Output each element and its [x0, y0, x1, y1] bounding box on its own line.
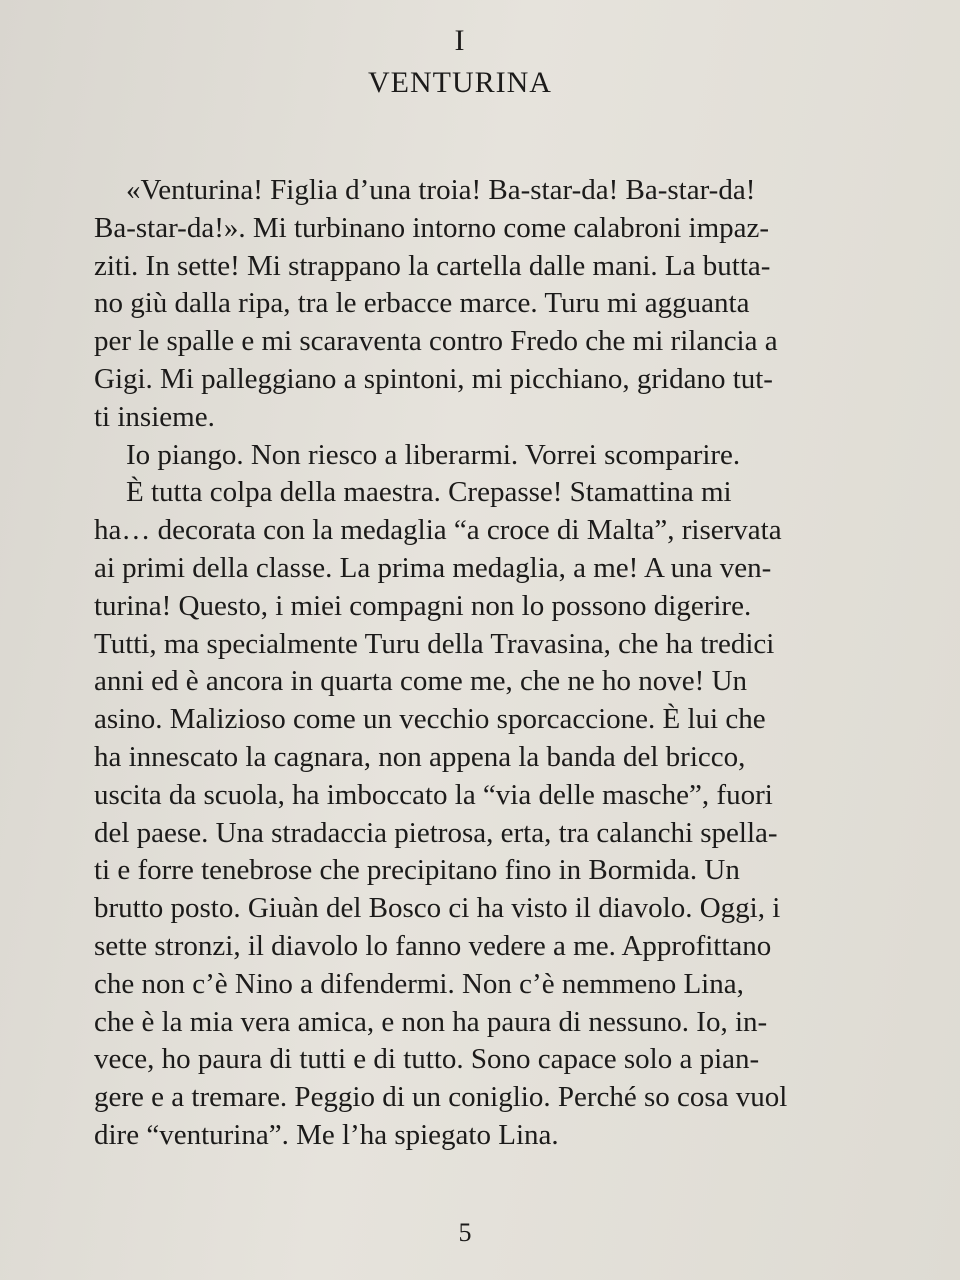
- text-line: Gigi. Mi palleggiano a spintoni, mi picchiano, gridano tut-: [94, 362, 773, 395]
- text-line: ai primi della classe. La prima medaglia, a me! A una ven-: [94, 551, 772, 584]
- chapter-title: VENTURINA: [368, 66, 552, 99]
- text-line: ziti. In sette! Mi strappano la cartella dalle mani. La butta-: [94, 249, 771, 282]
- text-line: È tutta colpa della maestra. Crepasse! Stamattina mi: [126, 476, 732, 509]
- text-line: Io piango. Non riesco a liberarmi. Vorrei scomparire.: [126, 438, 741, 471]
- text-line: che non c’è Nino a difendermi. Non c’è nemmeno Lina,: [94, 967, 744, 1000]
- text-line: brutto posto. Giuàn del Bosco ci ha visto il diavolo. Oggi, i: [94, 892, 781, 925]
- text-line: uscita da scuola, ha imboccato la “via delle masche”, fuori: [94, 778, 773, 811]
- text-line: Ba-star-da!». Mi turbinano intorno come calabroni impaz-: [94, 211, 770, 244]
- text-line: ha innescato la cagnara, non appena la banda del bricco,: [94, 740, 746, 773]
- text-line: sette stronzi, il diavolo lo fanno vedere a me. Approfittano: [94, 929, 772, 962]
- page-number: 5: [458, 1218, 472, 1247]
- text-line: ti insieme.: [94, 400, 215, 433]
- text-line: no giù dalla ripa, tra le erbacce marce. Turu mi agguanta: [94, 287, 750, 320]
- chapter-number: I: [454, 24, 466, 57]
- text-line: «Venturina! Figlia d’una troia! Ba-star-da! Ba-star-da!: [126, 174, 756, 206]
- text-line: asino. Malizioso come un vecchio sporcaccione. È lui che: [94, 703, 766, 736]
- text-line: turina! Questo, i miei compagni non lo possono digerire.: [94, 589, 752, 622]
- text-line: dire “venturina”. Me l’ha spiegato Lina.: [94, 1118, 559, 1151]
- text-line: che è la mia vera amica, e non ha paura di nessuno. Io, in-: [94, 1005, 768, 1038]
- body-text: [94, 172, 894, 1155]
- text-line: ti e forre tenebrose che precipitano fino in Bormida. Un: [94, 854, 740, 887]
- text-line: ha… decorata con la medaglia “a croce di Malta”, riservata: [94, 514, 782, 547]
- text-line: vece, ho paura di tutti e di tutto. Sono capace solo a pian-: [94, 1043, 760, 1076]
- text-line: del paese. Una stradaccia pietrosa, erta, tra calanchi spella-: [94, 816, 778, 849]
- text-line: gere e a tremare. Peggio di un coniglio. Perché so cosa vuol: [94, 1081, 788, 1114]
- text-line: per le spalle e mi scaraventa contro Fredo che mi rilancia a: [94, 325, 778, 358]
- text-line: anni ed è ancora in quarta come me, che ne ho nove! Un: [94, 665, 748, 698]
- text-line: Tutti, ma specialmente Turu della Travasina, che ha tredici: [94, 627, 775, 660]
